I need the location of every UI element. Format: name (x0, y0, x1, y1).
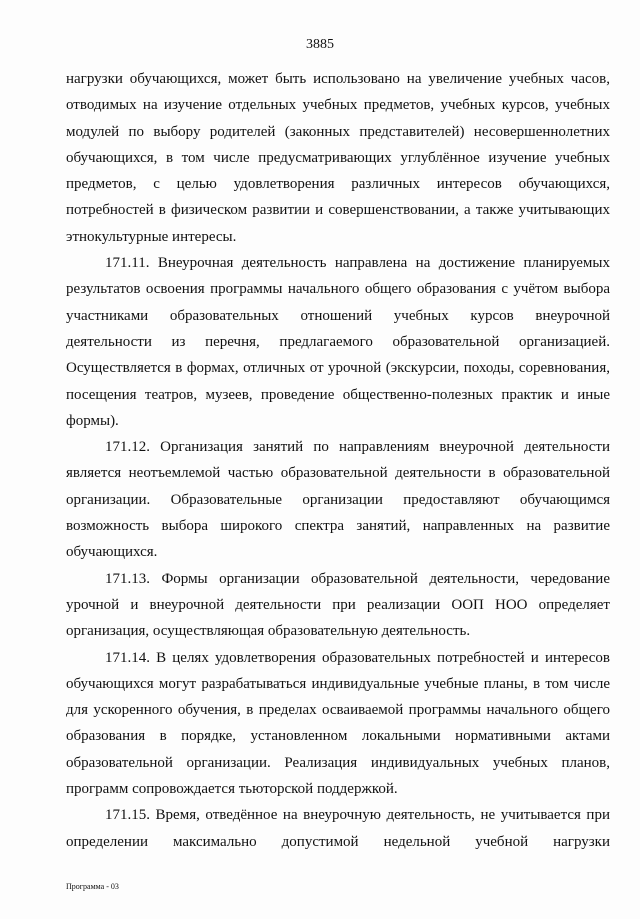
paragraph-171-13: 171.13. Формы организации образовательной деятельности, чередование урочной и внеурочной деятельности при реализации ООП НОО определяет организация, осуществляющая образовательную деятельность. (66, 570, 610, 640)
page-number: 3885 (306, 37, 334, 52)
paragraph-171-11: 171.11. Внеурочная деятельность направлена на достижение планируемых результатов освоения программы начального общего образования с учётом выбора участниками образовательных отношений учебных курсов внеурочной деятельности из перечня, предлагаемого образовательной организацией. Осуществляется в формах, отличных от урочной (экскурсии, походы, соревнования, посещения театров, музеев, проведение общественно-полезных практик и иные формы). (66, 255, 610, 429)
paragraph-continuation: нагрузки обучающихся, может быть использовано на увеличение учебных часов, отводимых на изучение отдельных учебных предметов, учебных курсов, учебных модулей по выбору родителей (законных представителей) несовершеннолетних обучающихся, в том числе предусматривающих углублённое изучение учебных предметов, с целью удовлетворения различных интересов обучающихся, потребностей в физическом развитии и совершенствовании, а также учитывающих этнокультурные интересы. (66, 71, 610, 245)
paragraph-171-12: 171.12. Организация занятий по направлениям внеурочной деятельности является неотъемлемой частью образовательной деятельности в образовательной организации. Образовательные организации предоставляют обучающимся возможность выбора широкого спектра занятий, направленных на развитие обучающихся. (66, 439, 610, 561)
footer-label: Программа - 03 (66, 882, 119, 891)
paragraph-171-14: 171.14. В целях удовлетворения образовательных потребностей и интересов обучающихся могут разрабатываться индивидуальные учебные планы, в том числе для ускоренного обучения, в пределах осваиваемой программы начального общего образования в порядке, установленном локальными нормативными актами образовательной организации. Реализация индивидуальных учебных планов, программ сопровождается тьюторской поддержкой. (66, 649, 610, 798)
document-body (66, 66, 610, 855)
paragraph-171-15: 171.15. Время, отведённое на внеурочную деятельность, не учитывается при определении максимально допустимой недельной учебной нагрузки (66, 807, 610, 850)
